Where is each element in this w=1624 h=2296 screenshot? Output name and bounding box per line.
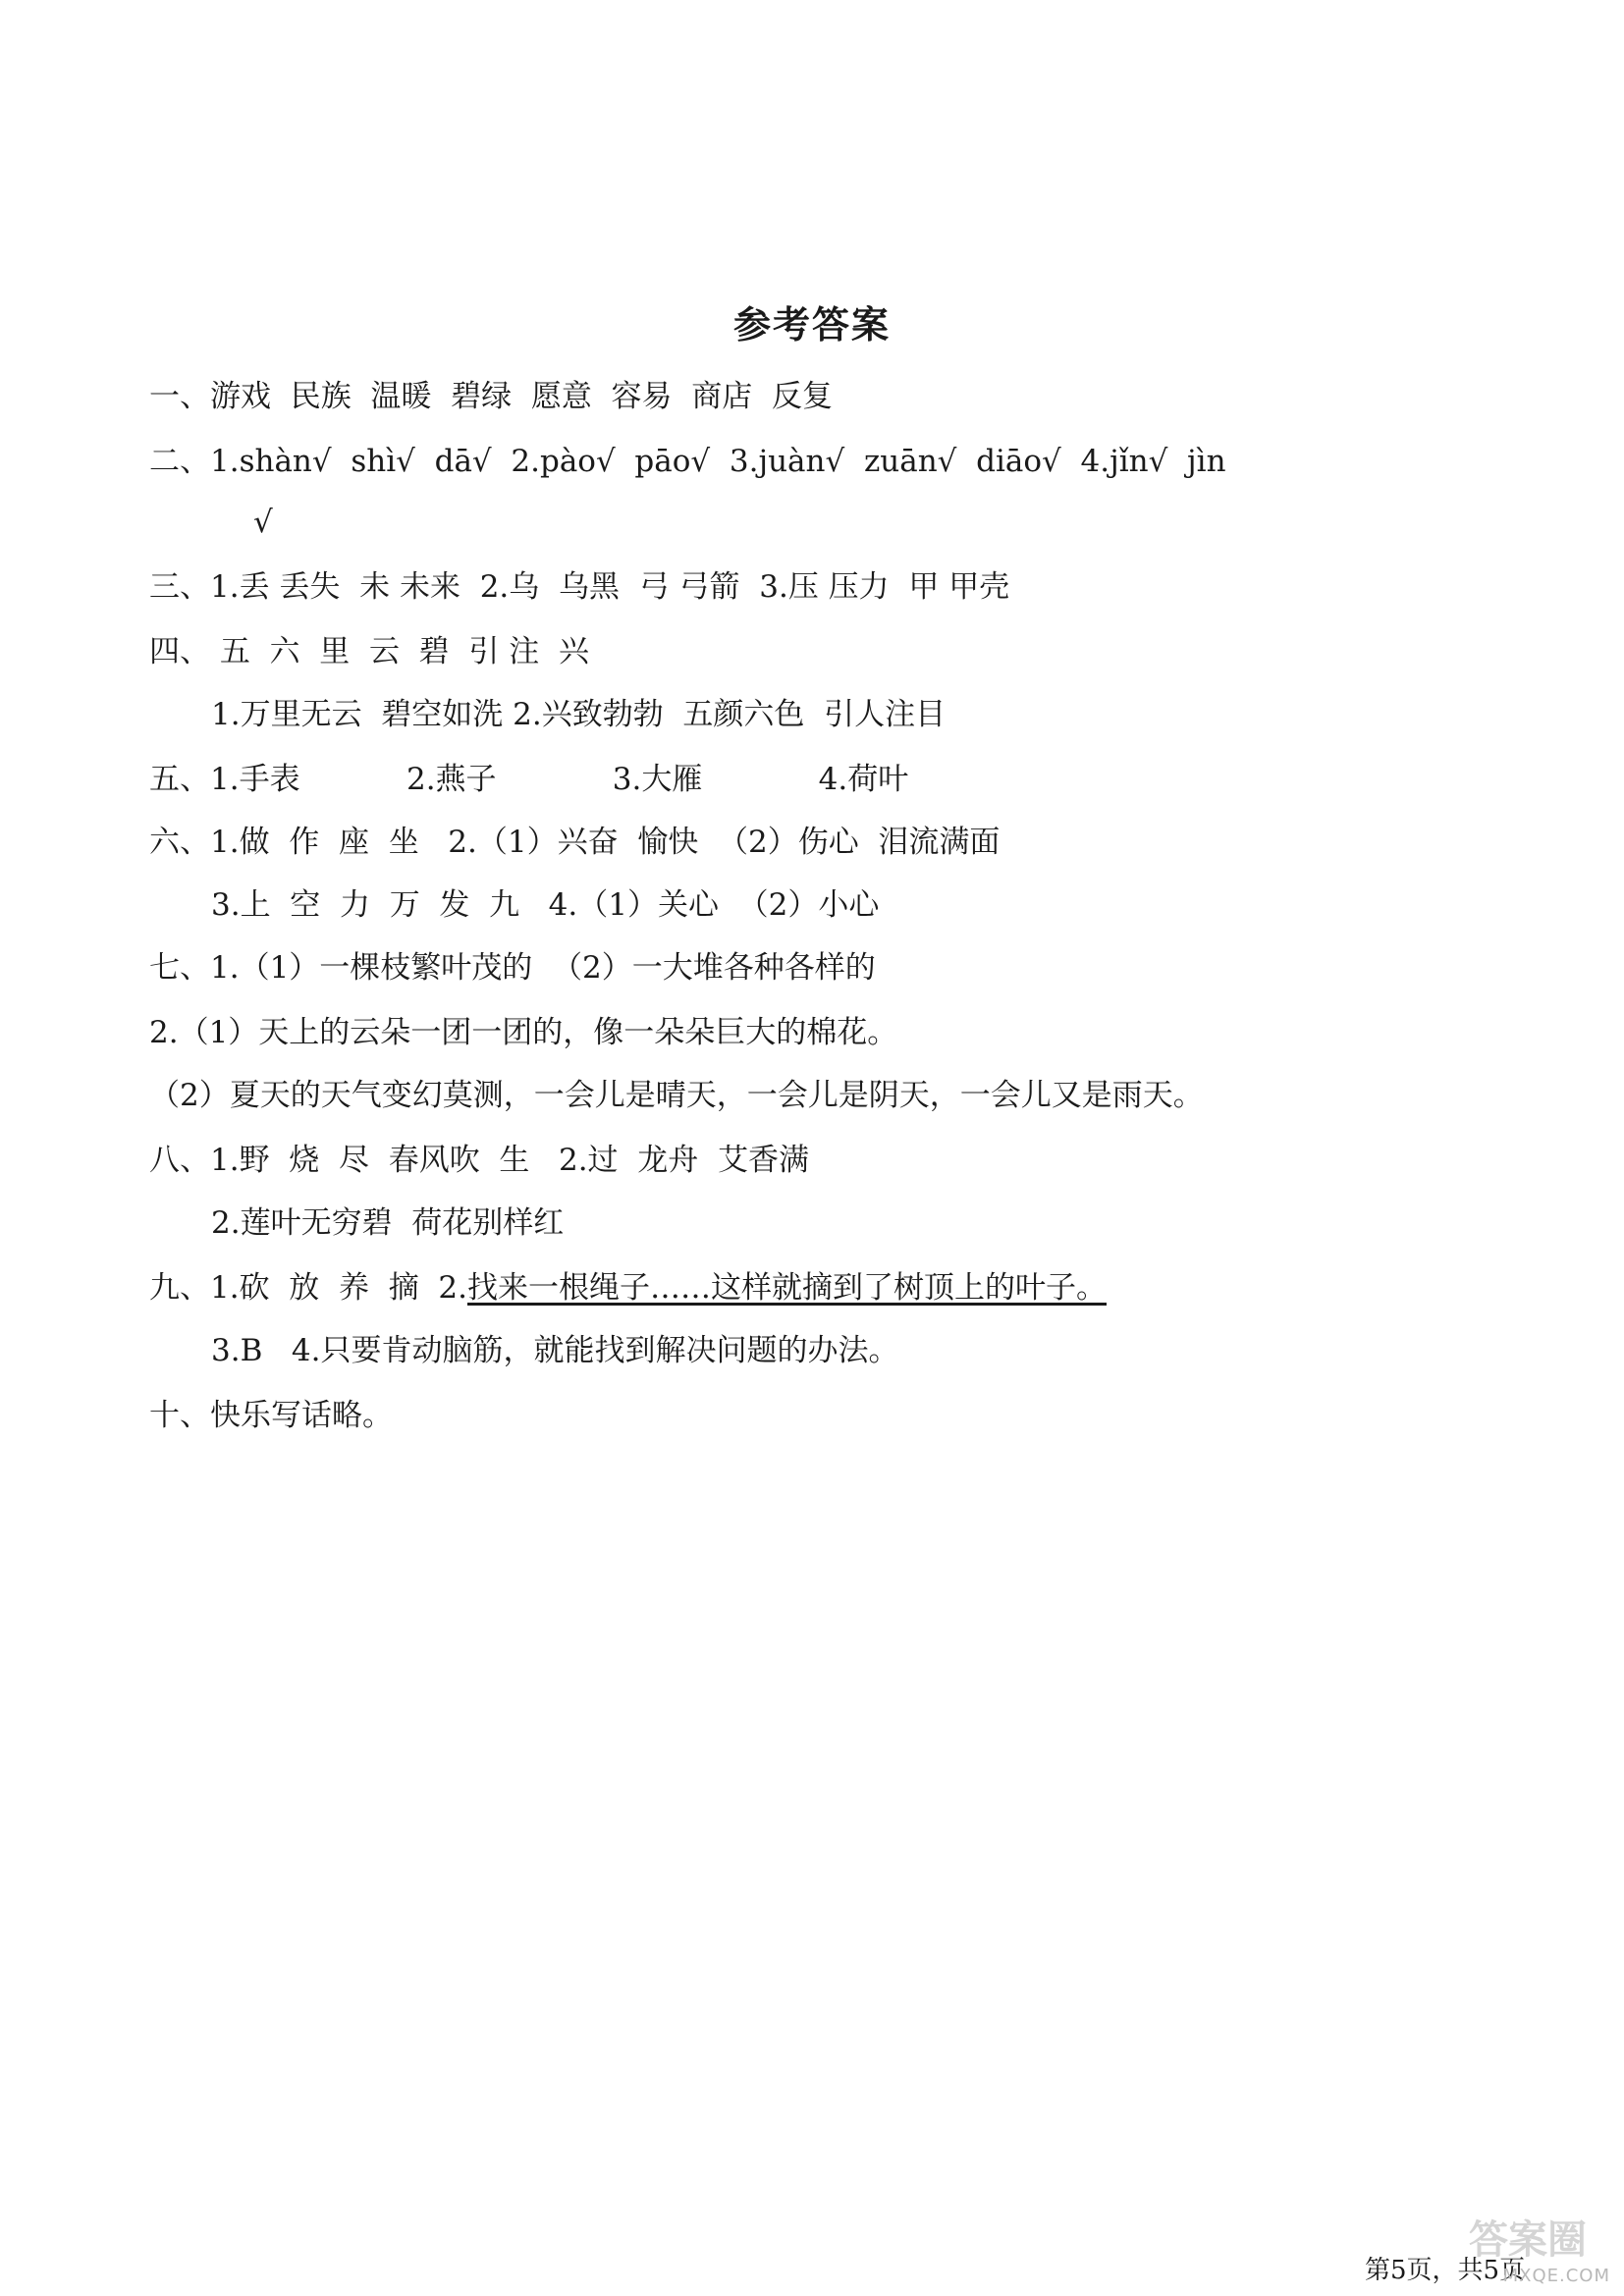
answer-line-2: 二、1.shàn√ shì√ dā√ 2.pào√ pāo√ 3.juàn√ zuān√ diāo√ 4.jǐn√ jìn (149, 444, 1226, 479)
answer-line-2-continued: √ (253, 505, 273, 540)
answer-line-9-sub: 3.B 4.只要肯动脑筋，就能找到解决问题的办法。 (211, 1333, 899, 1368)
answer-line-9-prefix: 九、1.砍 放 养 摘 2. (149, 1270, 467, 1306)
answer-line-3: 三、1.丢 丢失 未 未来 2.乌 乌黑 弓 弓箭 3.压 压力 甲 甲壳 (149, 569, 1010, 605)
watermark-site: MXQE.COM (1502, 2266, 1610, 2286)
watermark-logo (1469, 2217, 1616, 2290)
answer-line-1: 一、游戏 民族 温暖 碧绿 愿意 容易 商店 反复 (149, 379, 833, 414)
answer-line-7-sub-2: （2）夏天的天气变幻莫测，一会儿是晴天，一会儿是阴天，一会儿又是雨天。 (149, 1078, 1204, 1113)
answer-line-7: 七、1.（1）一棵枝繁叶茂的 （2）一大堆各种各样的 (149, 950, 876, 986)
answer-line-8-sub: 2.莲叶无穷碧 荷花别样红 (211, 1205, 565, 1241)
answer-line-4-sub: 1.万里无云 碧空如洗 2.兴致勃勃 五颜六色 引人注目 (211, 697, 947, 732)
answer-line-6: 六、1.做 作 座 坐 2.（1）兴奋 愉快 （2）伤心 泪流满面 (149, 825, 1001, 860)
answer-line-9 (149, 1268, 1107, 1308)
answer-line-7-sub-1: 2.（1）天上的云朵一团一团的，像一朵朵巨大的棉花。 (149, 1015, 898, 1050)
answer-line-6-sub: 3.上 空 力 万 发 九 4.（1）关心 （2）小心 (211, 887, 880, 923)
answer-line-10: 十、快乐写话略。 (149, 1398, 393, 1433)
page-title: 参考答案 (732, 303, 891, 347)
answer-line-5: 五、1.手表 2.燕子 3.大雁 4.荷叶 (149, 762, 909, 797)
answer-line-4: 四、 五 六 里 云 碧 引 注 兴 (149, 634, 589, 669)
underlined-answer: 找来一根绳子……这样就摘到了树顶上的叶子。 (467, 1270, 1107, 1306)
watermark-mark: 答案圈 (1469, 2217, 1587, 2263)
page-number: 第5页，共5页 (1365, 2256, 1526, 2285)
answer-line-8: 八、1.野 烧 尽 春风吹 生 2.过 龙舟 艾香满 (149, 1143, 809, 1178)
